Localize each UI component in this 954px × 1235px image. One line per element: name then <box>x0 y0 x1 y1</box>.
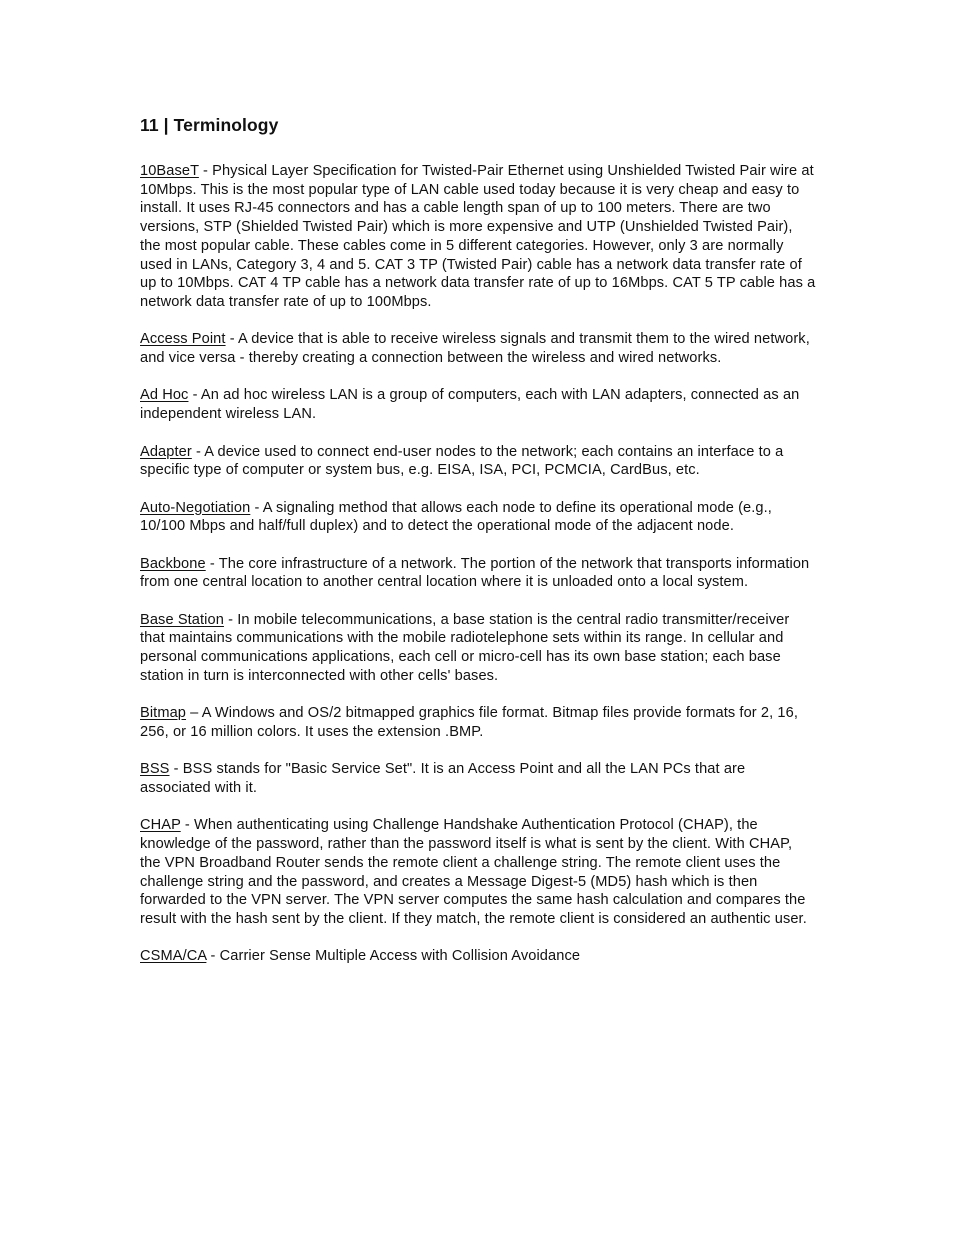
glossary-entry-chap <box>140 816 816 928</box>
glossary-term: Bitmap <box>140 705 187 722</box>
glossary-definition: - Physical Layer Specification for Twisted-Pair Ethernet using Unshielded Twisted Pair wire at 10Mbps. This is the most popular type of LAN cable used today because it is very cheap and easy to install. It uses RJ-45 connectors and has a cable length span of up to 100 meters. There are two versions, STP (Shielded Twisted Pair) which is more expensive and UTP (Unshielded Twisted Pair), the most popular cable. These cables come in 5 different categories. However, only 3 are normally used in LANs, Category 3, 4 and 5. CAT 3 TP (Twisted Pair) cable has a network data transfer rate of up to 10Mbps. CAT 4 TP cable has a network data transfer rate of up to 16Mbps. CAT 5 TP cable has a network data transfer rate of up to 100Mbps. <box>140 163 816 310</box>
glossary-term: 10BaseT <box>140 163 199 179</box>
glossary-entry-adapter <box>140 443 816 480</box>
glossary-entry-bss <box>140 760 816 797</box>
glossary-definition: - In mobile telecommunications, a base station is the central radio transmitter/receiver that maintains communications with the mobile radiotelephone sets within its range. In cellular and personal communications applications, each cell or micro-cell has its own base station; each base station in turn is interconnected with other cells' bases. <box>140 611 790 684</box>
glossary-definition: - When authenticating using Challenge Handshake Authentication Protocol (CHAP), the knowledge of the password, rather than the password itself is what is sent by the client. With CHAP, the VPN Broadband Router sends the remote client a challenge string. The remote client uses the challenge string and the password, and creates a Message Digest-5 (MD5) hash which is then forwarded to the VPN server. The VPN server computes the same hash calculation and compares the result with the hash sent by the client. If they match, the remote client is considered an authentic user. <box>140 817 807 927</box>
document-page <box>140 113 816 985</box>
glossary-term: Base Station <box>140 611 224 628</box>
glossary-entry-access-point <box>140 330 816 367</box>
glossary-term: Ad Hoc <box>140 387 189 404</box>
glossary-definition: - A device that is able to receive wireless signals and transmit them to the wired network, and vice versa - thereby creating a connection between the wireless and wired networks. <box>140 331 810 367</box>
glossary-term: CSMA/CA <box>140 948 207 965</box>
glossary-term: Adapter <box>140 443 192 460</box>
glossary-term: CHAP <box>140 817 181 834</box>
glossary-entry-bitmap <box>140 704 816 741</box>
page-title: 11 | Terminology <box>140 115 279 135</box>
glossary-definition: - The core infrastructure of a network. The portion of the network that transports information from one central location to another central location where it is unloaded onto a local system. <box>140 555 810 591</box>
glossary-entry-csma-ca <box>140 947 816 966</box>
glossary-entry-auto-negotiation <box>140 499 816 536</box>
glossary-entry-10baset <box>140 162 816 312</box>
glossary-definition: - Carrier Sense Multiple Access with Collision Avoidance <box>206 948 581 965</box>
glossary-term: Auto-Negotiation <box>140 499 251 516</box>
glossary-definition: - BSS stands for "Basic Service Set". It is an Access Point and all the LAN PCs that are associated with it. <box>140 761 746 797</box>
glossary-definition: - A device used to connect end-user nodes to the network; each contains an interface to a specific type of computer or system bus, e.g. EISA, ISA, PCI, PCMCIA, CardBus, etc. <box>140 443 784 479</box>
glossary-definition: - An ad hoc wireless LAN is a group of computers, each with LAN adapters, connected as an independent wireless LAN. <box>140 387 800 423</box>
glossary-definition: – A Windows and OS/2 bitmapped graphics file format. Bitmap files provide formats for 2, 16, 256, or 16 million colors. It uses the extension .BMP. <box>140 705 799 740</box>
glossary-entry-ad-hoc <box>140 386 816 423</box>
glossary-entry-backbone <box>140 555 816 592</box>
glossary-term: Access Point <box>140 331 226 348</box>
glossary-term: Backbone <box>140 555 206 572</box>
glossary-entry-base-station <box>140 611 816 686</box>
glossary-definition: - A signaling method that allows each node to define its operational mode (e.g., 10/100 Mbps and half/full duplex) and to detect the operational mode of the adjacent node. <box>140 499 772 535</box>
glossary-term: BSS <box>140 761 170 778</box>
